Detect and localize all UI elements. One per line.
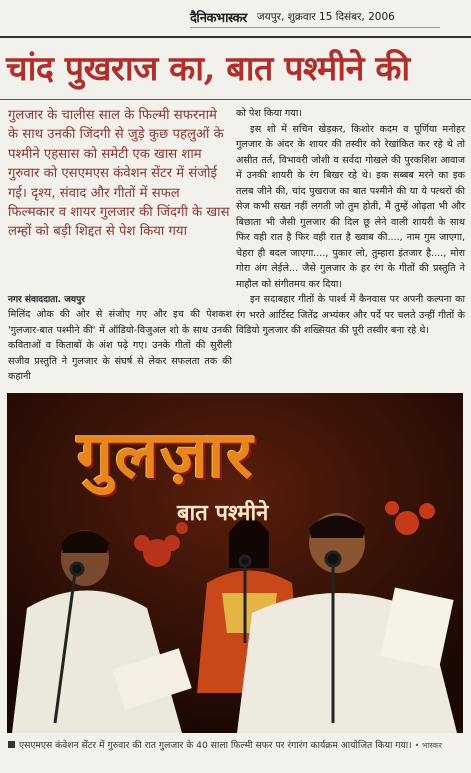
caption-square-icon xyxy=(8,741,15,748)
lead-paragraph: मिलिंद ओक की ओर से संजोए गए और इच की पेशकश 'गुलजार-बात पश्मीने की' में ऑडियो-विजुअल शो के साथ उनकी कविताओं व किताबों के अंश पढ़े गए। उनके गीतों की सुरीली सजीव प्रस्तुति ने गुलजार के संघर्ष से लेकर सफलता तक की कहानी xyxy=(8,309,232,382)
paragraph-3: इन सदाबहार गीतों के पार्श्व में कैनवास पर अपनी कल्पना का रंग भरते आर्टिस्ट जितेंद्र अभ्यंकर और पर्दे पर चलते उन्हीं गीतों के विडियो गुलजार की शख्सियत की पूरी तस्वीर बना रहे थे। xyxy=(236,294,465,336)
headline-rule xyxy=(0,99,471,100)
headline: चांद पुखराज का, बात पश्मीने की xyxy=(6,49,410,89)
photo-credit: • भास्कर xyxy=(414,741,443,750)
event-photo xyxy=(7,393,463,733)
byline: नगर संवाददाता. जयपुर xyxy=(8,295,85,305)
deck-summary: गुलजार के चालीस साल के फिल्मी सफरनामे के साथ उनकी जिंदगी से जुड़े कुछ पहलुओं के पश्मीने एहसास को समेटी एक खास शाम गुरुवार को एसएमएस कंवेशन सेंटर में संजोई गई। दृश्य, संवाद और गीतों में सफल फिल्मकार व शायर गुलजार की जिंदगी के खास लम्हों को बड़ी शिद्दत से पेश किया गया xyxy=(8,108,230,240)
second-column xyxy=(236,106,465,339)
backdrop-title: गुलज़ार xyxy=(77,418,255,493)
paragraph-continued: को पेश किया गया। xyxy=(236,108,302,119)
dateline: जयपुर, शुक्रवार 15 दिसंबर, 2006 xyxy=(256,10,395,23)
masthead xyxy=(190,6,440,28)
photo-caption xyxy=(8,738,468,753)
backdrop-subtitle: बात पश्मीने xyxy=(177,500,269,526)
caption-text: एसएमएस कंवेशन सेंटर में गुरुवार की रात गुलजार के 40 साला फिल्मी सफर पर रंगारंग कार्यक्रम आयोजित किया गया। xyxy=(19,740,412,751)
paragraph-2: इस शो में सचिन खेड़कर, किशोर कदम व पूर्णिया मनोहर गुलजार के अंदर के शायर की तस्वीर को रेखांकित कर रहे थे तो असीत तर्त, विभावरी जोशी व सर्वदा गोखले की पुरकशिश आवाज में उनकी शायरी के रंग बिखर रहे थे। इक सब्बब मरने का इक तलब जीने की, चांद पुखराज का बात पश्मीने की या ये पत्थरों की सेज कभी सख्त नहीं लगती जो तुम होती, मैं तुम्हें ओढ़ता भी और बिछाता भी जैसी गुलजार की दिल छू लेने वाली शायरी के साथ फिर वही रात है फिर वही रात है ख्वाब की...., नाम गुम जाएगा, चेहरा ही बदल जाएगा...., पुकार लो, तुम्हारा इंतजार है...., मोरा गोरा अंग लेईले... जैसे गुलजार के हर रंग के गीतों की प्रस्तुति ने माहौल को संगीतमय कर दिया। xyxy=(236,123,465,290)
top-rule xyxy=(0,36,471,38)
newspaper-name: दैनिकभास्कर xyxy=(190,10,247,26)
